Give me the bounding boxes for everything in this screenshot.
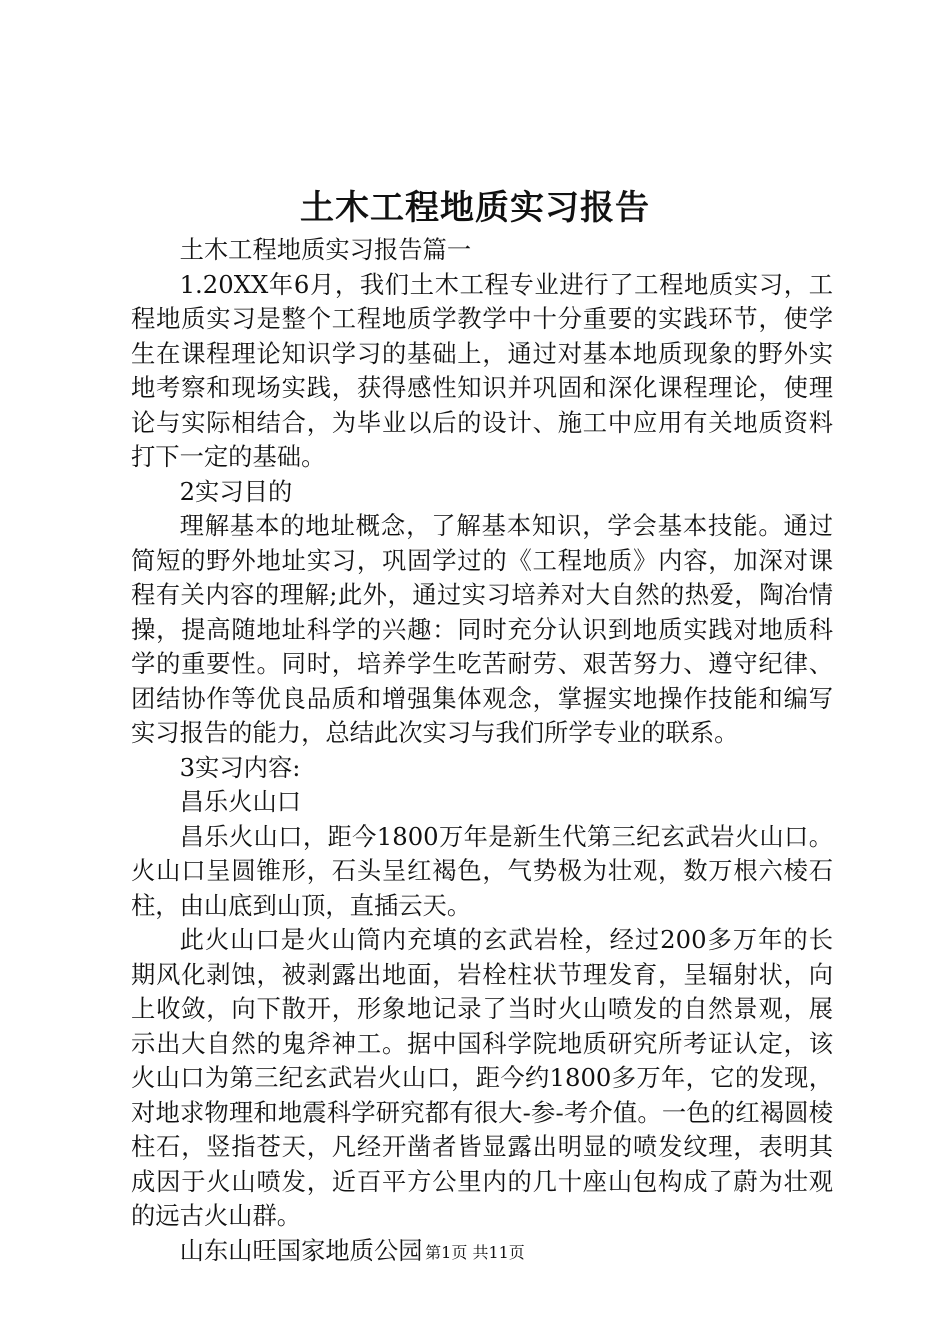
- paragraph-content-heading: 3实习内容:: [179, 752, 301, 782]
- document-body: [131, 233, 833, 1268]
- page-number-footer: 第1页 共11页: [425, 1243, 525, 1262]
- paragraph-changle-detail: 此火山口是火山筒内充填的玄武岩栓，经过200多万年的长期风化剥蚀，被剥露出地面，岩栓柱状节理发育，呈辐射状，向上收敛，向下散开，形象地记录了当时火山喷发的自然景观，展示出大自然的鬼斧神工。据中国科学院地质研究所考证认定，该火山口为第三纪玄武岩火山口，距今约1800多万年，它的发现，对地求物理和地震科学研究都有很大-参-考介值。一色的红褐圆棱柱石，竖指苍天，凡经开凿者皆显露出明显的喷发纹理，表明其成因于火山喷发，近百平方公里内的几十座山包构成了蔚为壮观的远古火山群。: [131, 925, 833, 1230]
- paragraph-subheading-changle: 昌乐火山口: [179, 787, 302, 816]
- paragraph-changle-description: 昌乐火山口，距今1800万年是新生代第三纪玄武岩火山口。火山口呈圆锥形，石头呈红褐色，气势极为壮观，数万根六棱石柱，由山底到山顶，直插云天。: [131, 821, 833, 920]
- document-title: 土木工程地质实习报告: [300, 188, 650, 228]
- paragraph-intro: 1.20XX年6月，我们土木工程专业进行了工程地质实习，工程地质实习是整个工程地质学教学中十分重要的实践环节，使学生在课程理论知识学习的基础上，通过对基本地质现象的野外实地考察和现场实践，获得感性知识并巩固和深化课程理论，使理论与实际相结合，为毕业以后的设计、施工中应用有关地质资料打下一定的基础。: [131, 269, 833, 471]
- paragraph-section-heading: 土木工程地质实习报告篇一: [179, 235, 472, 264]
- paragraph-subheading-shanwang: 山东山旺国家地质公园: [179, 1235, 423, 1265]
- paragraph-purpose: 理解基本的地址概念，了解基本知识，学会基本技能。通过简短的野外地址实习，巩固学过的《工程地质》内容，加深对课程有关内容的理解;此外，通过实习培养对大自然的热爱，陶冶情操，提高随地址科学的兴趣：同时充分认识到地质实践对地质科学的重要性。同时，培养学生吃苦耐劳、艰苦努力、遵守纪律、团结协作等优良品质和增强集体观念，掌握实地操作技能和编写实习报告的能力，总结此次实习与我们所学专业的联系。: [131, 511, 833, 747]
- paragraph-purpose-heading: 2实习目的: [179, 476, 293, 506]
